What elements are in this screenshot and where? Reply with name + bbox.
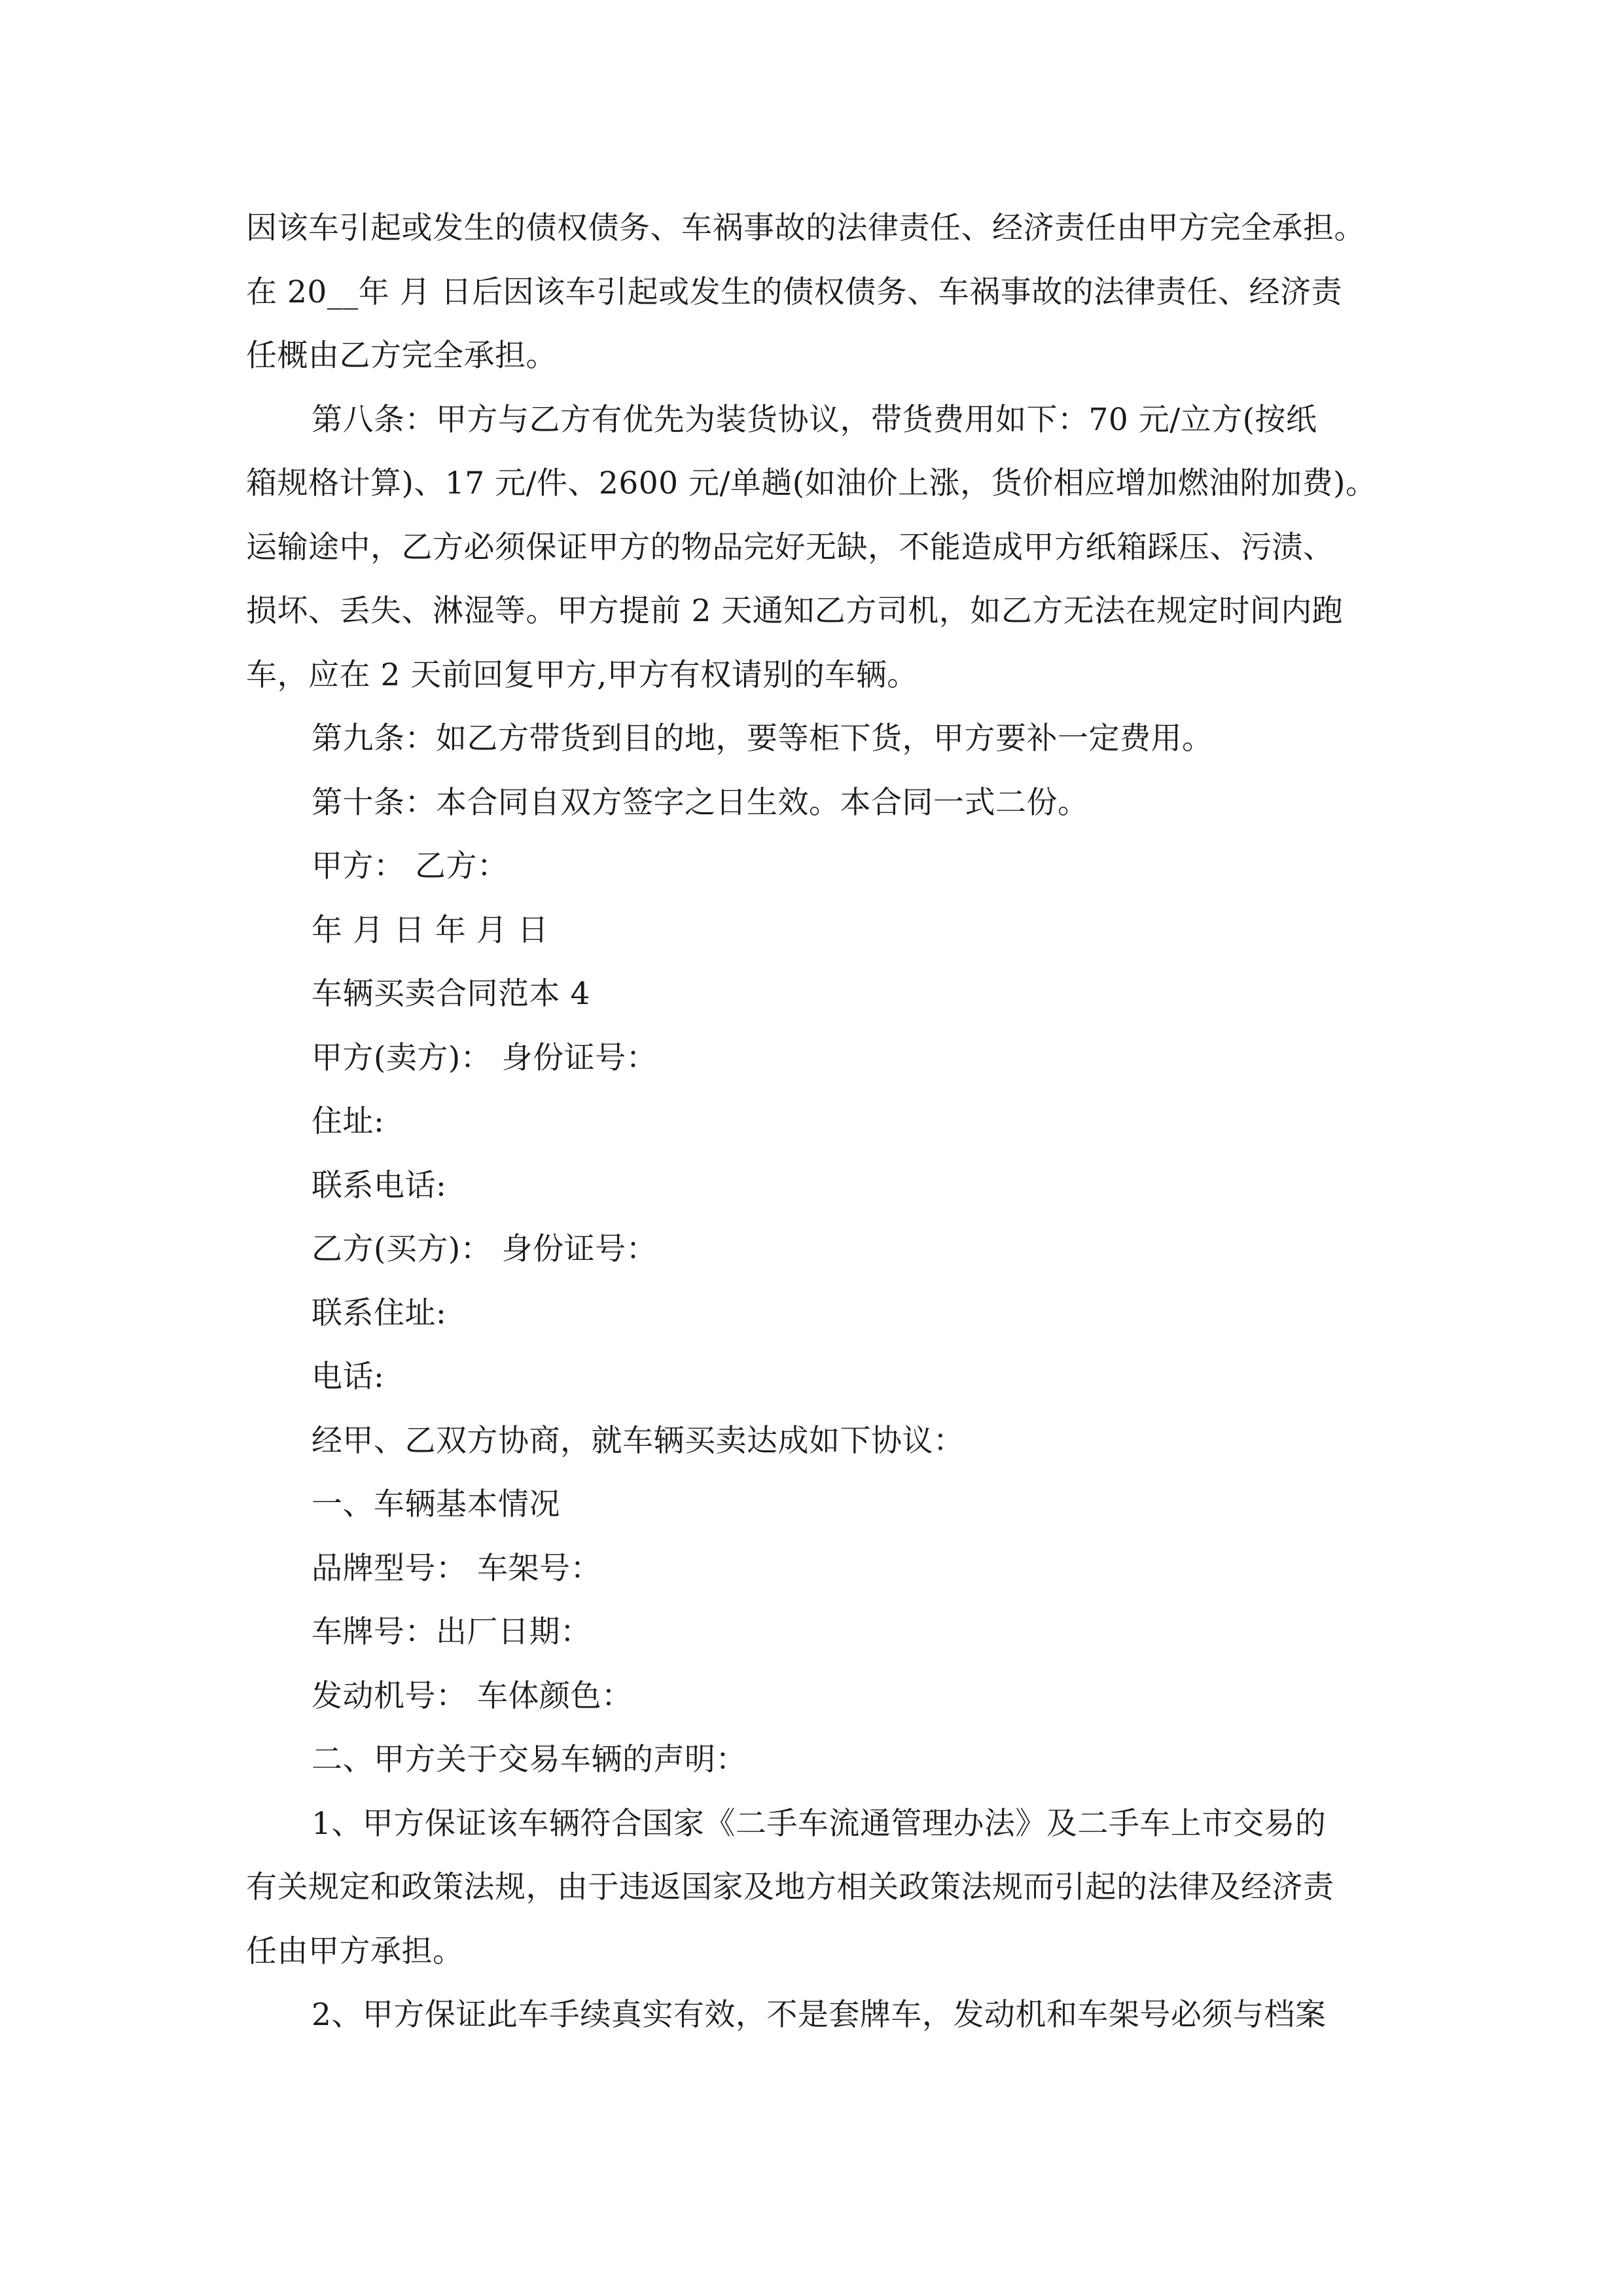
text-line: 电话:	[312, 1359, 385, 1395]
document-body	[246, 196, 1385, 2047]
text-line: 因该车引起或发生的债权债务、车祸事故的法律责任、经济责任由甲方完全承担。	[246, 210, 1365, 246]
text-line: 经甲、乙双方协商，就车辆买卖达成如下协议：	[312, 1422, 965, 1459]
text-line: 车，应在 2 天前回复甲方,甲方有权请别的车辆。	[246, 656, 918, 693]
text-line: 有关规定和政策法规，由于违返国家及地方相关政策法规而引起的法律及经济责	[246, 1869, 1334, 1905]
text-line: 任概由乙方完全承担。	[246, 338, 557, 374]
text-line: 第十条：本合同自双方签字之日生效。本合同一式二份。	[312, 784, 1089, 821]
text-line: 车辆买卖合同范本 4	[312, 976, 590, 1012]
text-line: 联系电话:	[312, 1167, 447, 1204]
text-line: 任由甲方承担。	[246, 1933, 464, 1969]
text-line: 在 20__年 月 日后因该车引起或发生的债权债务、车祸事故的法律责任、经济责	[246, 274, 1343, 310]
text-line: 1、甲方保证该车辆符合国家《二手车流通管理办法》及二手车上市交易的	[312, 1805, 1327, 1842]
text-line: 年 月 日 年 月 日	[312, 912, 549, 948]
text-line: 甲方(卖方)： 身份证号：	[312, 1039, 658, 1076]
text-line: 乙方(买方)： 身份证号：	[312, 1231, 658, 1267]
text-line: 甲方： 乙方：	[312, 848, 508, 884]
text-line: 第八条：甲方与乙方有优先为装货协议，带货费用如下：70 元/立方(按纸	[312, 401, 1317, 438]
text-line: 第九条：如乙方带货到目的地，要等柜下货，甲方要补一定费用。	[312, 721, 1213, 757]
text-line: 二、甲方关于交易车辆的声明：	[312, 1742, 747, 1778]
text-line: 品牌型号： 车架号：	[312, 1550, 601, 1587]
text-line: 联系住址:	[312, 1295, 447, 1331]
text-line: 箱规格计算)、17 元/件、2600 元/单趟(如油价上涨，货价相应增加燃油附加费)。	[246, 465, 1377, 501]
text-line: 运输途中，乙方必须保证甲方的物品完好无缺，不能造成甲方纸箱踩压、污渍、	[246, 529, 1334, 565]
text-line: 车牌号：出厂日期：	[312, 1614, 592, 1650]
text-line: 住址:	[312, 1103, 385, 1139]
text-line: 损坏、丢失、淋湿等。甲方提前 2 天通知乙方司机，如乙方无法在规定时间内跑	[246, 593, 1344, 629]
text-line: 2、甲方保证此车手续真实有效，不是套牌车，发动机和车架号必须与档案	[312, 1997, 1327, 2033]
text-line: 一、车辆基本情况	[312, 1486, 560, 1522]
text-line: 发动机号： 车体颜色：	[312, 1677, 633, 1714]
